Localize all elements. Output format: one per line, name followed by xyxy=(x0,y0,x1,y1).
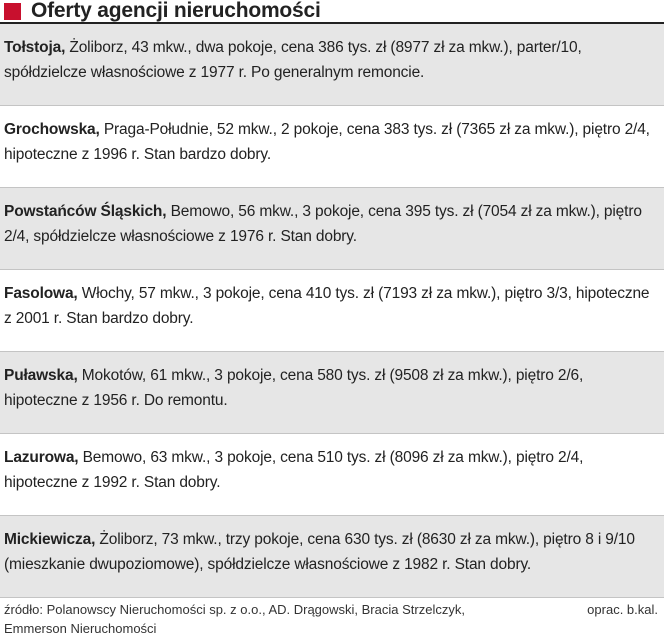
listing-street: Grochowska, xyxy=(4,121,100,138)
listing-list xyxy=(0,24,664,598)
listing-item xyxy=(0,106,664,188)
listing-street: Lazurowa, xyxy=(4,449,79,466)
listing-details: Mokotów, 61 mkw., 3 pokoje, cena 580 tys. zł (9508 zł za mkw.), piętro 2/6, hipoteczne z 1956 r. Do remontu. xyxy=(4,367,584,409)
listing-street: Tołstoja, xyxy=(4,39,66,56)
listing-details: Praga-Południe, 52 mkw., 2 pokoje, cena 383 tys. zł (7365 zł za mkw.), piętro 2/4, hipoteczne z 1996 r. Stan bardzo dobry. xyxy=(4,121,650,163)
listing-street: Mickiewicza, xyxy=(4,531,96,548)
listing-details: Żoliborz, 73 mkw., trzy pokoje, cena 630 tys. zł (8630 zł za mkw.), piętro 8 i 9/10 (mieszkanie dwupoziomowe), spółdzielcze własnościowe z 1982 r. Stan dobry. xyxy=(4,531,635,573)
listing-details: Bemowo, 56 mkw., 3 pokoje, cena 395 tys. zł (7054 zł za mkw.), piętro 2/4, spółdzielcze własnościowe z 1976 r. Stan dobry. xyxy=(4,203,642,245)
listing-details: Żoliborz, 43 mkw., dwa pokoje, cena 386 tys. zł (8977 zł za mkw.), parter/10, spółdzielcze własnościowe z 1977 r. Po generalnym remoncie. xyxy=(4,39,582,81)
listing-item xyxy=(0,188,664,270)
source-note: źródło: Polanowscy Nieruchomości sp. z o.o., AD. Drągowski, Bracia Strzelczyk, Emmerson Nieruchomości xyxy=(4,602,465,636)
listing-item xyxy=(0,352,664,434)
red-square-icon xyxy=(4,3,21,20)
listing-details: Włochy, 57 mkw., 3 pokoje, cena 410 tys. zł (7193 zł za mkw.), piętro 3/3, hipoteczne z 2001 r. Stan bardzo dobry. xyxy=(4,285,650,327)
page-title: Oferty agencji nieruchomości xyxy=(31,0,321,22)
listing-street: Powstańców Śląskich, xyxy=(4,203,167,220)
page-header xyxy=(0,0,664,24)
listing-item xyxy=(0,434,664,516)
page-footer xyxy=(0,598,664,640)
listing-details: Bemowo, 63 mkw., 3 pokoje, cena 510 tys. zł (8096 zł za mkw.), piętro 2/4, hipoteczne z 1992 r. Stan dobry. xyxy=(4,449,584,491)
listing-item xyxy=(0,24,664,106)
listing-item xyxy=(0,270,664,352)
listing-street: Fasolowa, xyxy=(4,285,78,302)
author-note: oprac. b.kal. xyxy=(587,602,658,617)
listing-item xyxy=(0,516,664,598)
listing-street: Puławska, xyxy=(4,367,78,384)
